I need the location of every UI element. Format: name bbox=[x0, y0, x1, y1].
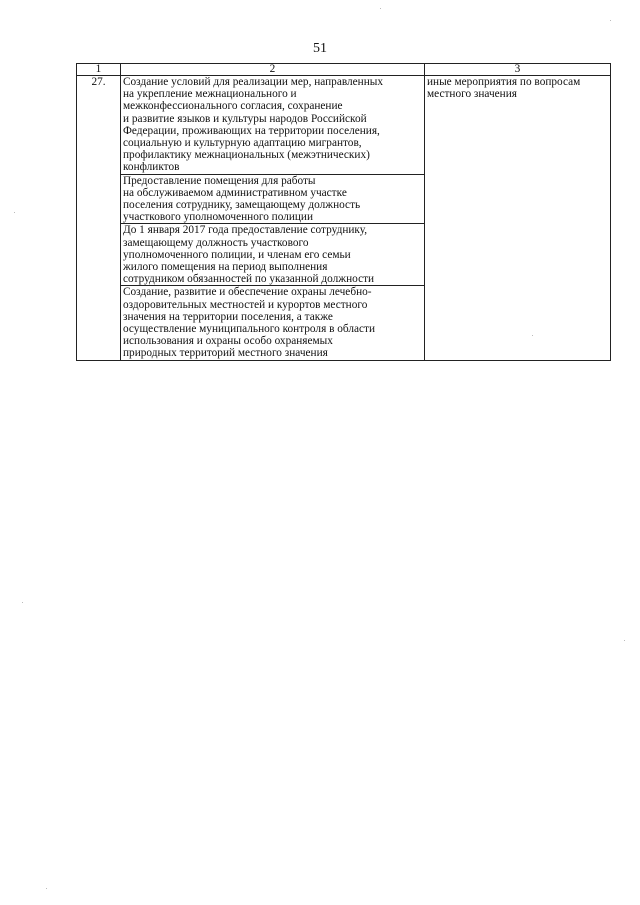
table-row bbox=[77, 76, 611, 175]
task-line: на обслуживаемом административном участке bbox=[123, 186, 347, 199]
task-line: замещающему должность участкового bbox=[123, 236, 309, 249]
task-line: использования и охраны особо охраняемых bbox=[123, 335, 333, 348]
task-line: Федерации, проживающих на территории поселения, bbox=[123, 124, 380, 137]
column-header-number: 1 bbox=[77, 64, 121, 76]
task-line: осуществление муниципального контроля в области bbox=[123, 323, 376, 336]
task-line: сотрудником обязанностей по указанной должности bbox=[123, 273, 375, 286]
task-line: До 1 января 2017 года предоставление сотруднику, bbox=[123, 224, 368, 237]
content-cell bbox=[425, 76, 611, 361]
task-cell bbox=[121, 174, 425, 224]
task-line: социальную и культурную адаптацию мигрантов, bbox=[123, 137, 362, 150]
task-cell bbox=[121, 224, 425, 286]
task-line: значения на территории поселения, а также bbox=[123, 310, 333, 323]
task-line: оздоровительных местностей и курортов местного bbox=[123, 298, 368, 311]
content-line: иные мероприятия по вопросам bbox=[427, 76, 581, 88]
row-number: 27. bbox=[77, 76, 121, 361]
task-line: профилактику межнациональных (межэтнических) bbox=[123, 149, 370, 162]
task-line: поселения сотруднику, замещающему должность bbox=[123, 199, 361, 212]
task-line: межконфессионального согласия, сохранение bbox=[123, 100, 343, 113]
scan-speck bbox=[610, 20, 611, 21]
task-line: и развитие языков и культуры народов Российской bbox=[123, 112, 367, 125]
column-header-task: 2 bbox=[121, 64, 425, 76]
document-table bbox=[76, 63, 611, 361]
task-line: природных территорий местного значения bbox=[123, 347, 328, 360]
task-line: Создание условий для реализации мер, направленных bbox=[123, 76, 384, 88]
task-line: Предоставление помещения для работы bbox=[123, 174, 316, 187]
table-header-row bbox=[77, 64, 611, 76]
task-cell bbox=[121, 76, 425, 175]
scan-speck bbox=[624, 640, 625, 641]
scan-speck bbox=[14, 212, 15, 213]
page-number: 51 bbox=[313, 41, 327, 56]
scan-speck bbox=[532, 335, 533, 336]
task-line: участкового уполномоченного полиции bbox=[123, 211, 314, 224]
column-header-content: 3 bbox=[425, 64, 611, 76]
task-line: Создание, развитие и обеспечение охраны лечебно- bbox=[123, 286, 372, 299]
scan-speck bbox=[22, 602, 23, 603]
task-line: на укрепление межнационального и bbox=[123, 88, 297, 101]
content-line: местного значения bbox=[427, 88, 517, 101]
task-cell bbox=[121, 286, 425, 360]
task-line: конфликтов bbox=[123, 161, 180, 174]
scan-speck bbox=[46, 888, 47, 889]
scan-speck bbox=[380, 8, 381, 9]
task-line: уполномоченного полиции, и членам его семьи bbox=[123, 248, 351, 261]
task-line: жилого помещения на период выполнения bbox=[123, 261, 328, 274]
